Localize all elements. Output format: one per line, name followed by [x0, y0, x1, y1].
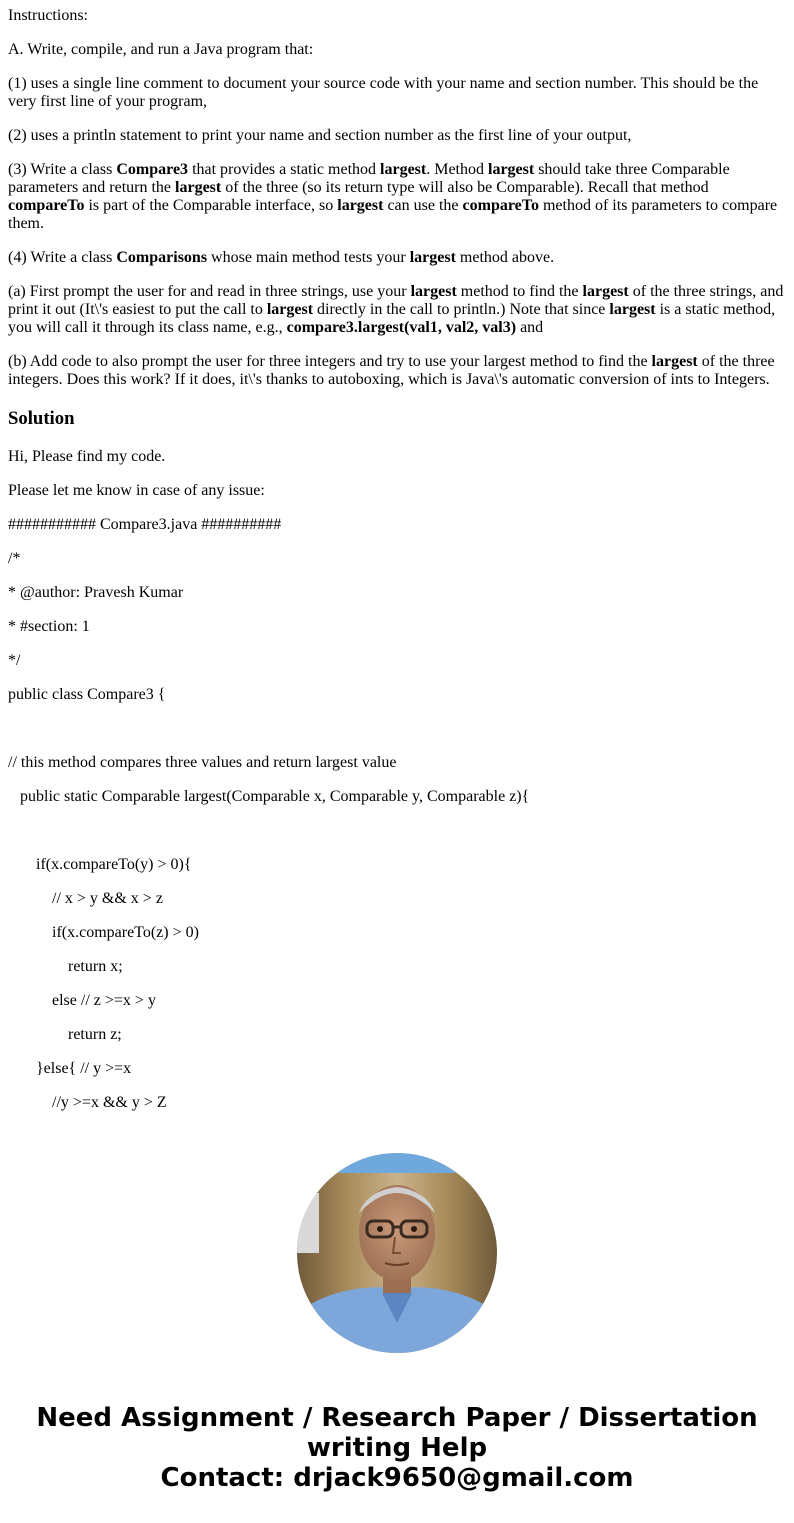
solution-heading: Solution: [8, 408, 75, 429]
code-line: /*: [8, 550, 21, 567]
step-b-text: (b) Add code to also prompt the user for three integers and try to use your largest method to find the largest of the three integers. Does this work? If it does, it\'s thanks to autoboxing, which is Java\'s automatic conversion of ints to Integers.: [8, 353, 775, 388]
author-photo: [297, 1153, 497, 1353]
promo-banner: [0, 1403, 794, 1493]
step-a-text: (a) First prompt the user for and read in three strings, use your largest method to find the largest of the three strings, and print it out (It\'s easiest to put the call to largest directly in the call to println.) Note that since largest is a static method, you will call it through its class name, e.g., compare3.largest(val1, val2, val3) and: [8, 283, 784, 336]
step-2-text: (2) uses a println statement to print your name and section number as the first line of your output,: [8, 127, 632, 144]
step-3-text: (3) Write a class Compare3 that provides a static method largest. Method largest should take three Comparable parameters and return the largest of the three (so its return type will also be Comparable). Recall that method compareTo is part of the Comparable interface, so largest can use the compareTo method of its parameters to compare them.: [8, 161, 778, 232]
code-file-header: ########### Compare3.java ##########: [8, 516, 282, 533]
code-line: return x;: [8, 958, 123, 975]
author-portrait-icon: [297, 1153, 497, 1353]
solution-note: Please let me know in case of any issue:: [8, 482, 265, 499]
code-line: // x > y && x > z: [8, 890, 163, 907]
code-line: * @author: Pravesh Kumar: [8, 584, 184, 601]
code-line: }else{ // y >=x: [8, 1060, 132, 1077]
code-line: * #section: 1: [8, 618, 90, 635]
step-4-text: (4) Write a class Comparisons whose main method tests your largest method above.: [8, 249, 555, 266]
code-line: return z;: [8, 1026, 122, 1043]
banner-line-2: writing Help: [306, 1433, 488, 1463]
code-line: // this method compares three values and return largest value: [8, 754, 397, 771]
code-line: public static Comparable largest(Comparable x, Comparable y, Comparable z){: [8, 788, 530, 805]
instructions-heading: Instructions:: [8, 7, 88, 24]
part-a-text: A. Write, compile, and run a Java program that:: [8, 41, 314, 58]
code-line: public class Compare3 {: [8, 686, 166, 703]
code-line: else // z >=x > y: [8, 992, 156, 1009]
code-line: if(x.compareTo(z) > 0): [8, 924, 199, 941]
step-1-text: (1) uses a single line comment to document your source code with your name and section number. This should be the very first line of your program,: [8, 75, 759, 110]
solution-greeting: Hi, Please find my code.: [8, 448, 166, 465]
banner-contact: Contact: drjack9650@gmail.com: [160, 1463, 634, 1493]
code-line: //y >=x && y > Z: [8, 1094, 167, 1111]
banner-line-1: Need Assignment / Research Paper / Dissertation: [36, 1403, 758, 1433]
code-line: if(x.compareTo(y) > 0){: [8, 856, 192, 873]
code-line: */: [8, 652, 21, 669]
